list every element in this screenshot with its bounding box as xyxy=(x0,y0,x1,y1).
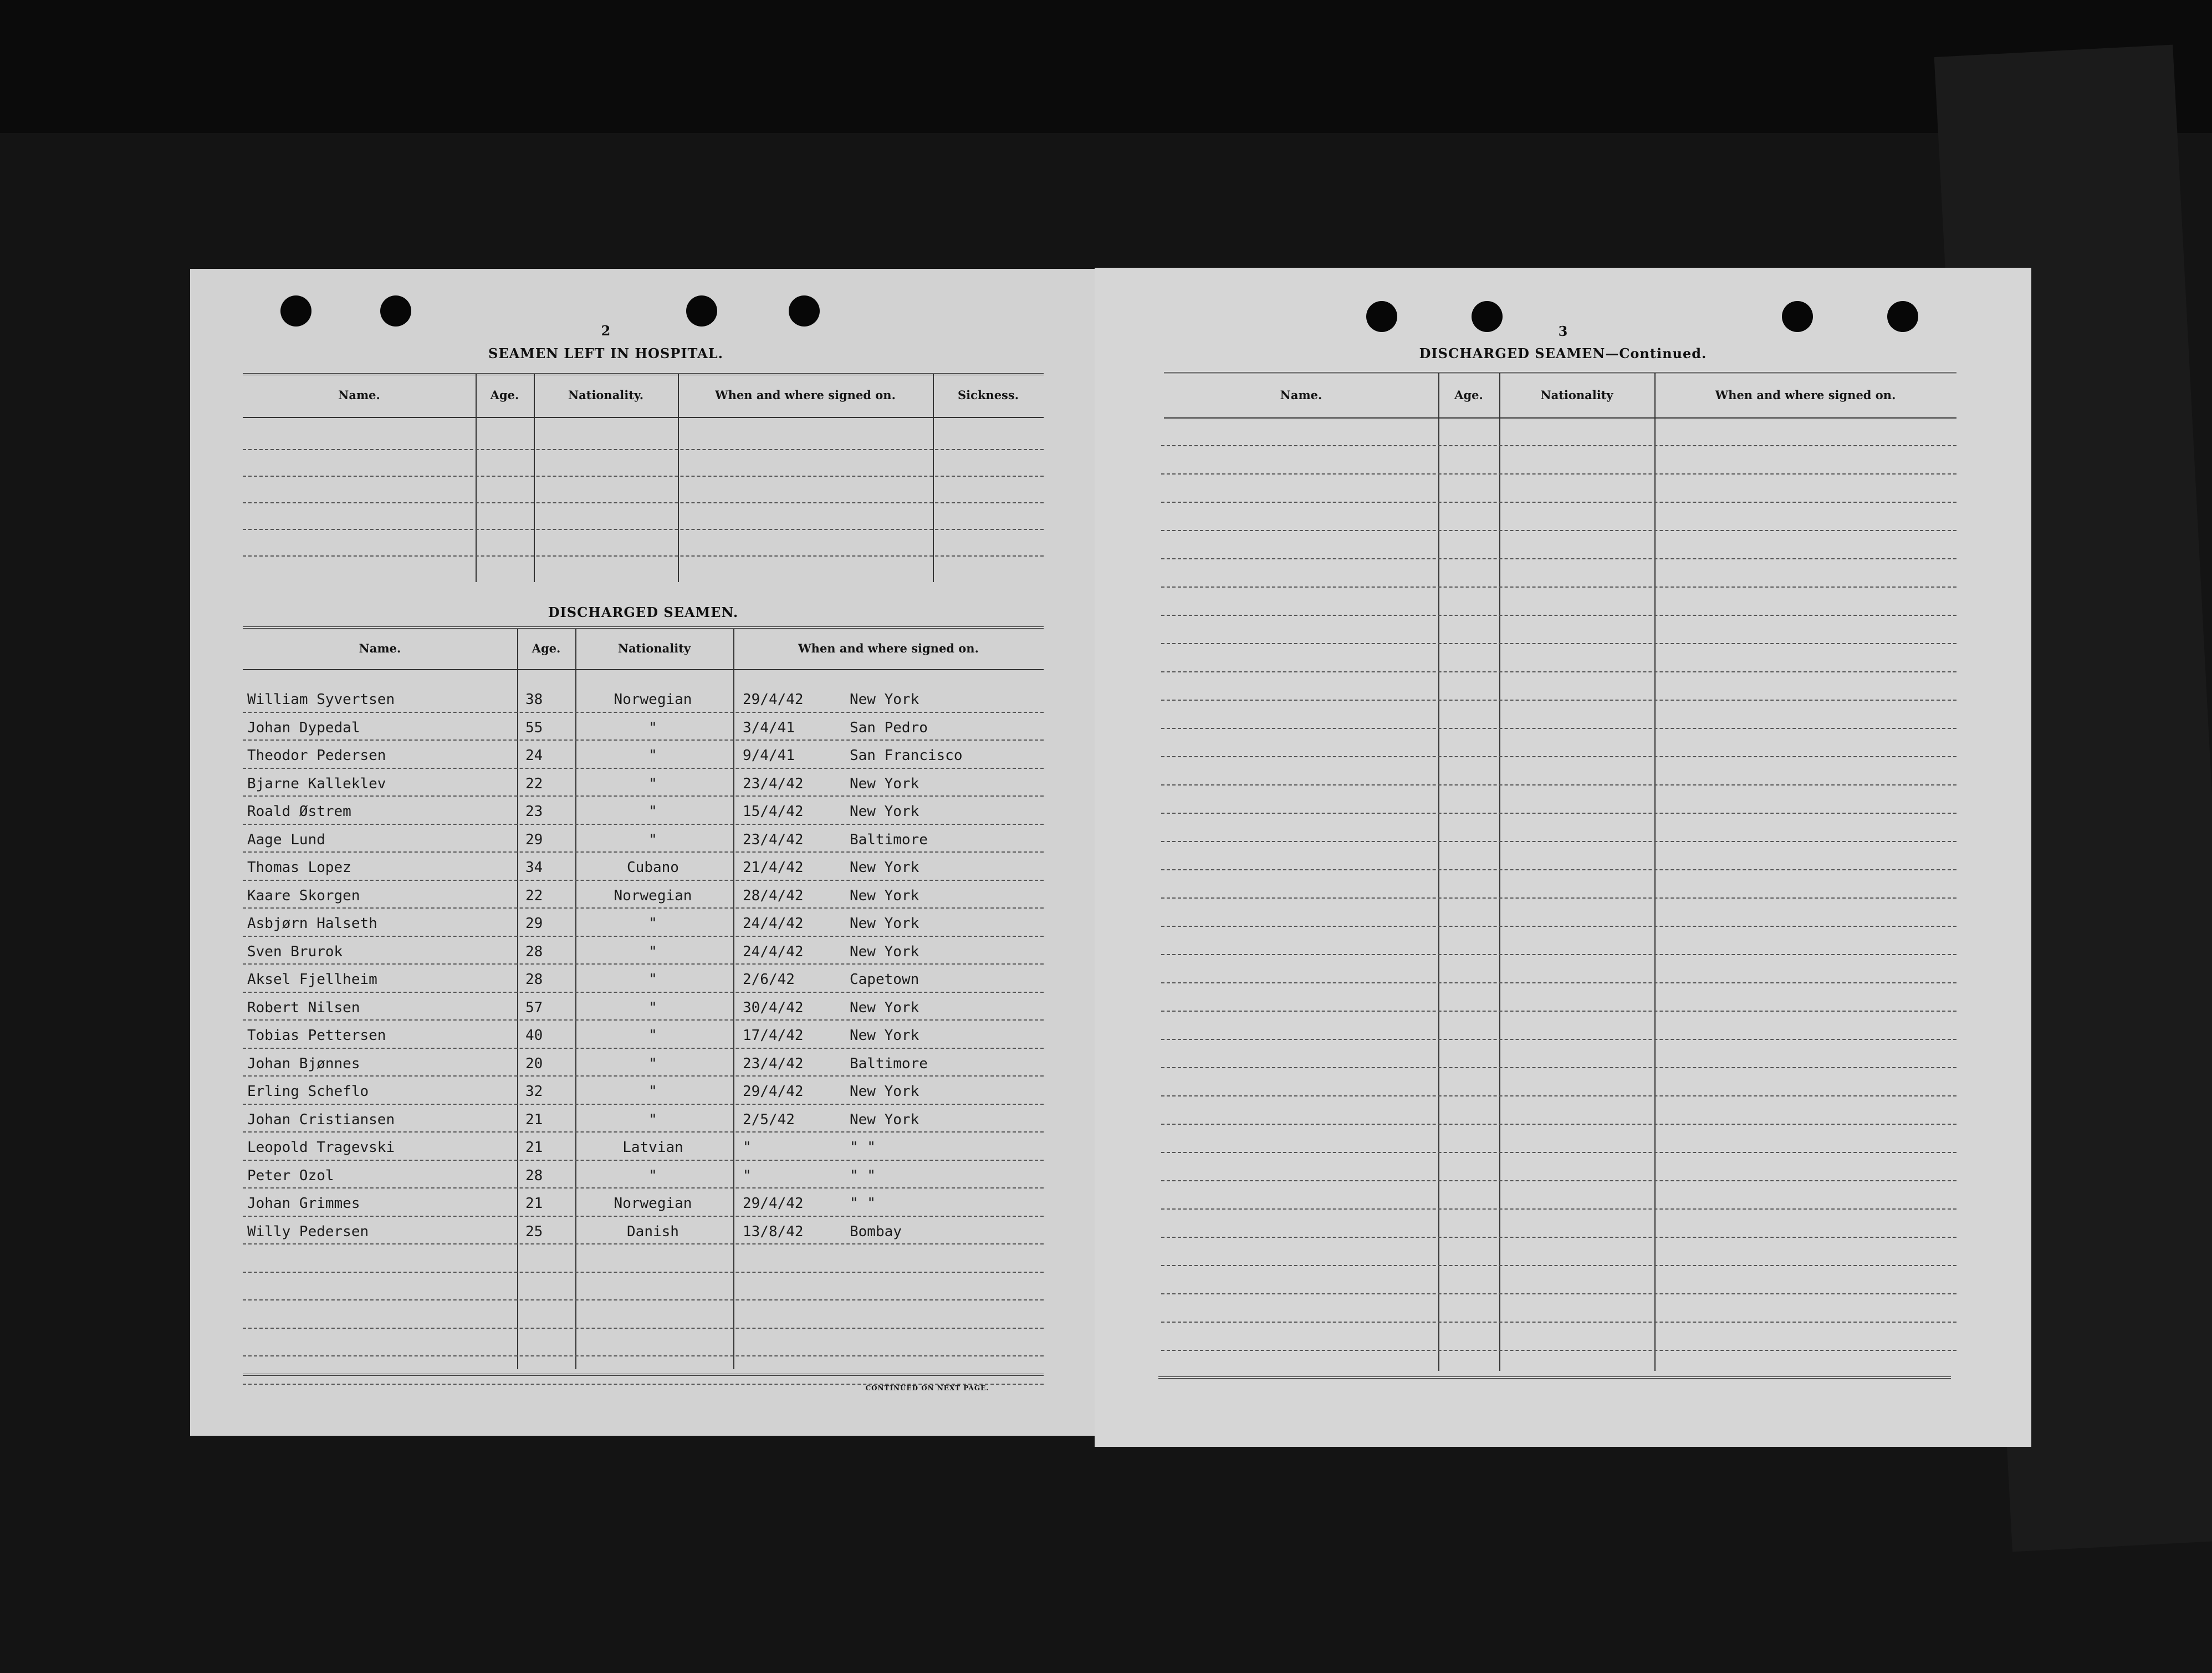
dotted-row-line xyxy=(243,1131,1044,1133)
dotted-row-line xyxy=(1161,700,1956,701)
header-rule xyxy=(243,417,1044,418)
signed-on-place: Capetown xyxy=(850,971,919,988)
seaman-age: 20 xyxy=(525,1055,543,1072)
seaman-nationality: " xyxy=(648,1027,657,1044)
punch-hole xyxy=(380,295,411,327)
header-signed-on: When and where signed on. xyxy=(1715,388,1896,402)
dotted-row-line xyxy=(243,851,1044,853)
signed-on-date: 23/4/42 xyxy=(743,1055,804,1072)
dotted-row-line xyxy=(243,1048,1044,1049)
dotted-row-line xyxy=(243,1216,1044,1217)
dotted-row-line xyxy=(1161,445,1956,446)
signed-on-date: 24/4/42 xyxy=(743,915,804,932)
punch-hole xyxy=(280,295,311,327)
seaman-name: Sven Brurok xyxy=(247,943,343,960)
signed-on-place: New York xyxy=(850,859,919,876)
signed-on-place: Baltimore xyxy=(850,832,928,848)
seaman-name: Robert Nilsen xyxy=(247,999,360,1016)
column-divider xyxy=(933,374,934,582)
seaman-name: Asbjørn Halseth xyxy=(247,915,377,932)
dotted-row-line xyxy=(243,1019,1044,1021)
seaman-age: 21 xyxy=(525,1111,543,1128)
right-page xyxy=(1095,268,2031,1447)
signed-on-date: 30/4/42 xyxy=(743,999,804,1016)
seaman-name: Johan Dypedal xyxy=(247,720,360,736)
dotted-row-line xyxy=(1161,841,1956,842)
seaman-name: Thomas Lopez xyxy=(247,859,351,876)
table-top-rule xyxy=(243,373,1044,375)
signed-on-place: " " xyxy=(850,1195,876,1212)
signed-on-place: New York xyxy=(850,1111,919,1128)
dotted-row-line xyxy=(1161,1237,1956,1238)
seaman-nationality: " xyxy=(648,943,657,960)
dotted-row-line xyxy=(1161,897,1956,899)
seaman-age: 40 xyxy=(525,1027,543,1044)
column-divider xyxy=(1654,373,1656,1371)
dotted-row-line xyxy=(243,824,1044,825)
dotted-row-line xyxy=(243,1243,1044,1244)
signed-on-place: Baltimore xyxy=(850,1055,928,1072)
seaman-name: Peter Ozol xyxy=(247,1167,334,1184)
seaman-nationality: " xyxy=(648,915,657,932)
dotted-row-line xyxy=(1161,954,1956,955)
seaman-age: 28 xyxy=(525,971,543,988)
header-name: Name. xyxy=(1280,388,1322,402)
column-divider xyxy=(678,374,679,582)
seaman-nationality: " xyxy=(648,747,657,764)
seaman-age: 32 xyxy=(525,1083,543,1100)
dotted-row-line xyxy=(243,476,1044,477)
seaman-name: Tobias Pettersen xyxy=(247,1027,386,1044)
signed-on-date: 17/4/42 xyxy=(743,1027,804,1044)
column-divider xyxy=(534,374,535,582)
dotted-row-line xyxy=(1161,1011,1956,1012)
dotted-row-line xyxy=(243,907,1044,909)
signed-on-date: 28/4/42 xyxy=(743,887,804,904)
seaman-nationality: " xyxy=(648,720,657,736)
signed-on-place: San Pedro xyxy=(850,720,928,736)
dotted-row-line xyxy=(243,1299,1044,1300)
signed-on-date: 3/4/41 xyxy=(743,720,795,736)
seaman-age: 21 xyxy=(525,1139,543,1156)
dotted-row-line xyxy=(1161,502,1956,503)
dotted-row-line xyxy=(1161,1152,1956,1153)
signed-on-date: 24/4/42 xyxy=(743,943,804,960)
signed-on-place: New York xyxy=(850,691,919,708)
dotted-row-line xyxy=(243,555,1044,557)
dotted-row-line xyxy=(243,1104,1044,1105)
dotted-row-line xyxy=(1161,1095,1956,1096)
table-bottom-rule xyxy=(243,1374,1044,1376)
seaman-name: William Syvertsen xyxy=(247,691,395,708)
continued-title: DISCHARGED SEAMEN—Continued. xyxy=(1419,345,1707,361)
seaman-name: Johan Grimmes xyxy=(247,1195,360,1212)
seaman-age: 23 xyxy=(525,803,543,820)
signed-on-place: Bombay xyxy=(850,1223,902,1240)
dotted-row-line xyxy=(243,449,1044,450)
header-age: Age. xyxy=(1454,388,1483,402)
dotted-row-line xyxy=(1161,784,1956,786)
header-name: Name. xyxy=(359,641,401,655)
seaman-age: 29 xyxy=(525,915,543,932)
dotted-row-line xyxy=(1161,1208,1956,1210)
signed-on-place: New York xyxy=(850,999,919,1016)
dotted-row-line xyxy=(1161,530,1956,531)
page-number: 3 xyxy=(1558,323,1568,339)
dotted-row-line xyxy=(1161,473,1956,475)
header-rule xyxy=(1164,417,1956,419)
dotted-row-line xyxy=(243,880,1044,881)
seaman-nationality: " xyxy=(648,832,657,848)
column-divider xyxy=(476,374,477,582)
seaman-name: Kaare Skorgen xyxy=(247,887,360,904)
header-signed-on: When and where signed on. xyxy=(715,388,896,402)
seaman-age: 38 xyxy=(525,691,543,708)
dotted-row-line xyxy=(243,795,1044,797)
seaman-name: Bjarne Kalleklev xyxy=(247,776,386,792)
seaman-nationality: Norwegian xyxy=(614,691,692,708)
dotted-row-line xyxy=(243,502,1044,503)
seaman-age: 29 xyxy=(525,832,543,848)
signed-on-date: 21/4/42 xyxy=(743,859,804,876)
dotted-row-line xyxy=(1161,869,1956,870)
signed-on-date: 15/4/42 xyxy=(743,803,804,820)
seaman-nationality: " xyxy=(648,803,657,820)
signed-on-date: 29/4/42 xyxy=(743,1195,804,1212)
dotted-row-line xyxy=(243,768,1044,769)
seaman-age: 22 xyxy=(525,887,543,904)
dotted-row-line xyxy=(1161,586,1956,588)
column-divider xyxy=(1438,373,1439,1371)
signed-on-date: 29/4/42 xyxy=(743,691,804,708)
dotted-row-line xyxy=(1161,926,1956,927)
dotted-row-line xyxy=(1161,671,1956,672)
dotted-row-line xyxy=(1161,1265,1956,1266)
dotted-row-line xyxy=(243,712,1044,713)
header-sickness: Sickness. xyxy=(957,388,1019,402)
signed-on-place: San Francisco xyxy=(850,747,963,764)
header-signed-on: When and where signed on. xyxy=(798,641,979,655)
signed-on-date: 23/4/42 xyxy=(743,776,804,792)
signed-on-place: New York xyxy=(850,803,919,820)
dotted-row-line xyxy=(243,992,1044,993)
seaman-nationality: Cubano xyxy=(627,859,679,876)
dotted-row-line xyxy=(1161,756,1956,757)
seaman-name: Theodor Pedersen xyxy=(247,747,386,764)
seaman-nationality: Danish xyxy=(627,1223,679,1240)
seaman-name: Aage Lund xyxy=(247,832,325,848)
continued-note: CONTINUED ON NEXT PAGE. xyxy=(865,1384,989,1392)
seaman-name: Johan Cristiansen xyxy=(247,1111,395,1128)
dotted-row-line xyxy=(243,739,1044,741)
seaman-nationality: Norwegian xyxy=(614,887,692,904)
dotted-row-line xyxy=(243,936,1044,937)
dotted-row-line xyxy=(243,1160,1044,1161)
dotted-row-line xyxy=(1161,1350,1956,1351)
seaman-nationality: Norwegian xyxy=(614,1195,692,1212)
dotted-row-line xyxy=(1161,1067,1956,1068)
dotted-row-line xyxy=(1161,1039,1956,1040)
dotted-row-line xyxy=(243,1075,1044,1077)
dotted-row-line xyxy=(243,529,1044,530)
seaman-nationality: " xyxy=(648,999,657,1016)
dotted-row-line xyxy=(1161,1293,1956,1294)
signed-on-date: 9/4/41 xyxy=(743,747,795,764)
table-top-rule xyxy=(1164,372,1956,374)
page-number: 2 xyxy=(601,323,611,339)
signed-on-place: " " xyxy=(850,1139,876,1156)
left-page xyxy=(190,269,1101,1436)
seaman-age: 28 xyxy=(525,1167,543,1184)
header-age: Age. xyxy=(490,388,519,402)
dotted-row-line xyxy=(1161,1124,1956,1125)
signed-on-place: New York xyxy=(850,1027,919,1044)
signed-on-date: " xyxy=(743,1139,752,1156)
dotted-row-line xyxy=(243,1328,1044,1329)
dotted-row-line xyxy=(1161,615,1956,616)
table-bottom-rule xyxy=(1158,1376,1951,1379)
signed-on-date: 29/4/42 xyxy=(743,1083,804,1100)
signed-on-date: 2/6/42 xyxy=(743,971,795,988)
header-age: Age. xyxy=(532,641,561,655)
seaman-nationality: " xyxy=(648,1083,657,1100)
dotted-row-line xyxy=(1161,1180,1956,1181)
dotted-row-line xyxy=(1161,982,1956,983)
seaman-name: Aksel Fjellheim xyxy=(247,971,377,988)
header-nationality: Nationality. xyxy=(568,388,644,402)
dotted-row-line xyxy=(243,1355,1044,1356)
dotted-row-line xyxy=(1161,728,1956,729)
seaman-age: 24 xyxy=(525,747,543,764)
seaman-age: 22 xyxy=(525,776,543,792)
dotted-row-line xyxy=(1161,643,1956,644)
seaman-nationality: " xyxy=(648,1167,657,1184)
signed-on-place: New York xyxy=(850,915,919,932)
seaman-age: 28 xyxy=(525,943,543,960)
seaman-name: Leopold Tragevski xyxy=(247,1139,395,1156)
seaman-nationality: " xyxy=(648,776,657,792)
signed-on-place: New York xyxy=(850,943,919,960)
header-nationality: Nationality xyxy=(617,641,691,655)
dotted-row-line xyxy=(243,963,1044,965)
header-rule xyxy=(243,669,1044,670)
seaman-nationality: " xyxy=(648,971,657,988)
seaman-name: Johan Bjønnes xyxy=(247,1055,360,1072)
column-divider xyxy=(1499,373,1500,1371)
hospital-title: SEAMEN LEFT IN HOSPITAL. xyxy=(488,345,723,361)
seaman-name: Willy Pedersen xyxy=(247,1223,369,1240)
dotted-row-line xyxy=(1161,1322,1956,1323)
seaman-nationality: " xyxy=(648,1111,657,1128)
seaman-age: 25 xyxy=(525,1223,543,1240)
dotted-row-line xyxy=(243,1187,1044,1189)
punch-hole xyxy=(789,295,820,327)
dotted-row-line xyxy=(243,1272,1044,1273)
discharged-title: DISCHARGED SEAMEN. xyxy=(548,604,739,620)
dotted-row-line xyxy=(1161,558,1956,559)
dotted-row-line xyxy=(1161,813,1956,814)
seaman-age: 21 xyxy=(525,1195,543,1212)
signed-on-date: 13/8/42 xyxy=(743,1223,804,1240)
signed-on-date: 23/4/42 xyxy=(743,832,804,848)
seaman-age: 34 xyxy=(525,859,543,876)
seaman-nationality: " xyxy=(648,1055,657,1072)
signed-on-place: New York xyxy=(850,887,919,904)
table-top-rule xyxy=(243,626,1044,629)
seaman-nationality: Latvian xyxy=(622,1139,683,1156)
header-name: Name. xyxy=(338,388,380,402)
header-nationality: Nationality xyxy=(1540,388,1613,402)
signed-on-date: 2/5/42 xyxy=(743,1111,795,1128)
seaman-name: Roald Østrem xyxy=(247,803,351,820)
signed-on-place: " " xyxy=(850,1167,876,1184)
seaman-age: 55 xyxy=(525,720,543,736)
signed-on-place: New York xyxy=(850,776,919,792)
seaman-age: 57 xyxy=(525,999,543,1016)
signed-on-place: New York xyxy=(850,1083,919,1100)
seaman-name: Erling Scheflo xyxy=(247,1083,369,1100)
signed-on-date: " xyxy=(743,1167,752,1184)
punch-hole xyxy=(686,295,717,327)
